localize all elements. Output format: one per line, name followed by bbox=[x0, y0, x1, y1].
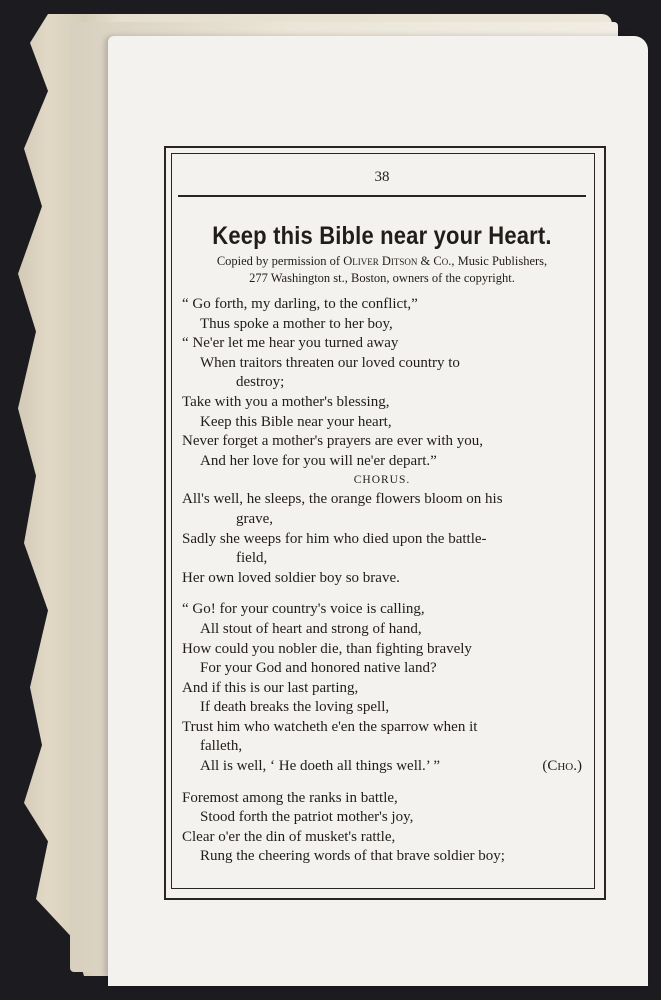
verse-line: For your God and honored native land? bbox=[200, 660, 437, 677]
header-rule bbox=[178, 195, 586, 197]
verse-line: Stood forth the patriot mother's joy, bbox=[200, 809, 414, 826]
verse-line-text: When traitors threaten our loved country to bbox=[200, 354, 460, 371]
verse-line: Keep this Bible near your heart, bbox=[200, 413, 392, 430]
verse-2 bbox=[178, 600, 586, 776]
chorus-cue: (Cho.) bbox=[542, 758, 582, 775]
verse-line: “ Go forth, my darling, to the conflict,” bbox=[182, 296, 418, 312]
credit-prefix: Copied by permission of bbox=[216, 254, 341, 268]
credit-line-2: 277 Washington st., Boston, owners of the copyright. bbox=[249, 271, 515, 285]
verse-line: Clear o'er the din of musket's rattle, bbox=[182, 828, 396, 845]
verse-line-text: All is well, ‘ He doeth all things well.’ ” bbox=[200, 758, 441, 775]
page-number: 38 bbox=[374, 169, 390, 185]
song-title: Keep this Bible near your Heart. bbox=[212, 222, 552, 250]
verse-1 bbox=[178, 295, 586, 471]
verse-line: Rung the cheering words of that brave soldier boy; bbox=[200, 848, 505, 865]
verse-line bbox=[178, 354, 586, 374]
verse-line: destroy; bbox=[236, 374, 285, 391]
verse-line: Foremost among the ranks in battle, bbox=[182, 789, 398, 806]
chorus-line: All's well, he sleeps, the orange flowers bloom on his bbox=[182, 491, 503, 508]
chorus-label: CHORUS. bbox=[353, 474, 411, 487]
verse-line: Never forget a mother's prayers are ever with you, bbox=[182, 433, 484, 450]
verse-line bbox=[178, 757, 586, 777]
verse-line: And her love for you will ne'er depart.” bbox=[200, 452, 437, 469]
verse-line: All stout of heart and strong of hand, bbox=[200, 620, 422, 637]
verse-line: “ Ne'er let me hear you turned away bbox=[182, 335, 399, 352]
page-content bbox=[178, 160, 586, 867]
verse-line: falleth, bbox=[200, 738, 243, 755]
verse-3 bbox=[178, 789, 586, 867]
verse-line: Take with you a mother's blessing, bbox=[182, 393, 390, 410]
credit-publisher: Oliver Ditson & Co. bbox=[343, 254, 452, 268]
chorus-line: field, bbox=[236, 550, 268, 567]
chorus-line: Her own loved soldier boy so brave. bbox=[182, 569, 400, 586]
stanza-gap bbox=[178, 777, 586, 789]
chorus-line: grave, bbox=[236, 510, 274, 527]
chorus-line: Sadly she weeps for him who died upon the battle- bbox=[182, 530, 487, 547]
copyright-credit bbox=[178, 253, 586, 287]
verse-line: “ Go! for your country's voice is calling, bbox=[182, 601, 425, 618]
chorus bbox=[178, 490, 586, 588]
verse-line: How could you nobler die, than fighting bravely bbox=[182, 640, 472, 657]
verse-line: Thus spoke a mother to her boy, bbox=[200, 315, 393, 332]
verse-line: If death breaks the loving spell, bbox=[200, 699, 390, 716]
credit-suffix: , Music Publishers, bbox=[451, 254, 548, 268]
verse-line: And if this is our last parting, bbox=[182, 679, 359, 696]
stanza-gap bbox=[178, 588, 586, 600]
verse-line: Trust him who watcheth e'en the sparrow when it bbox=[182, 718, 478, 735]
credit-line-1 bbox=[178, 253, 586, 270]
